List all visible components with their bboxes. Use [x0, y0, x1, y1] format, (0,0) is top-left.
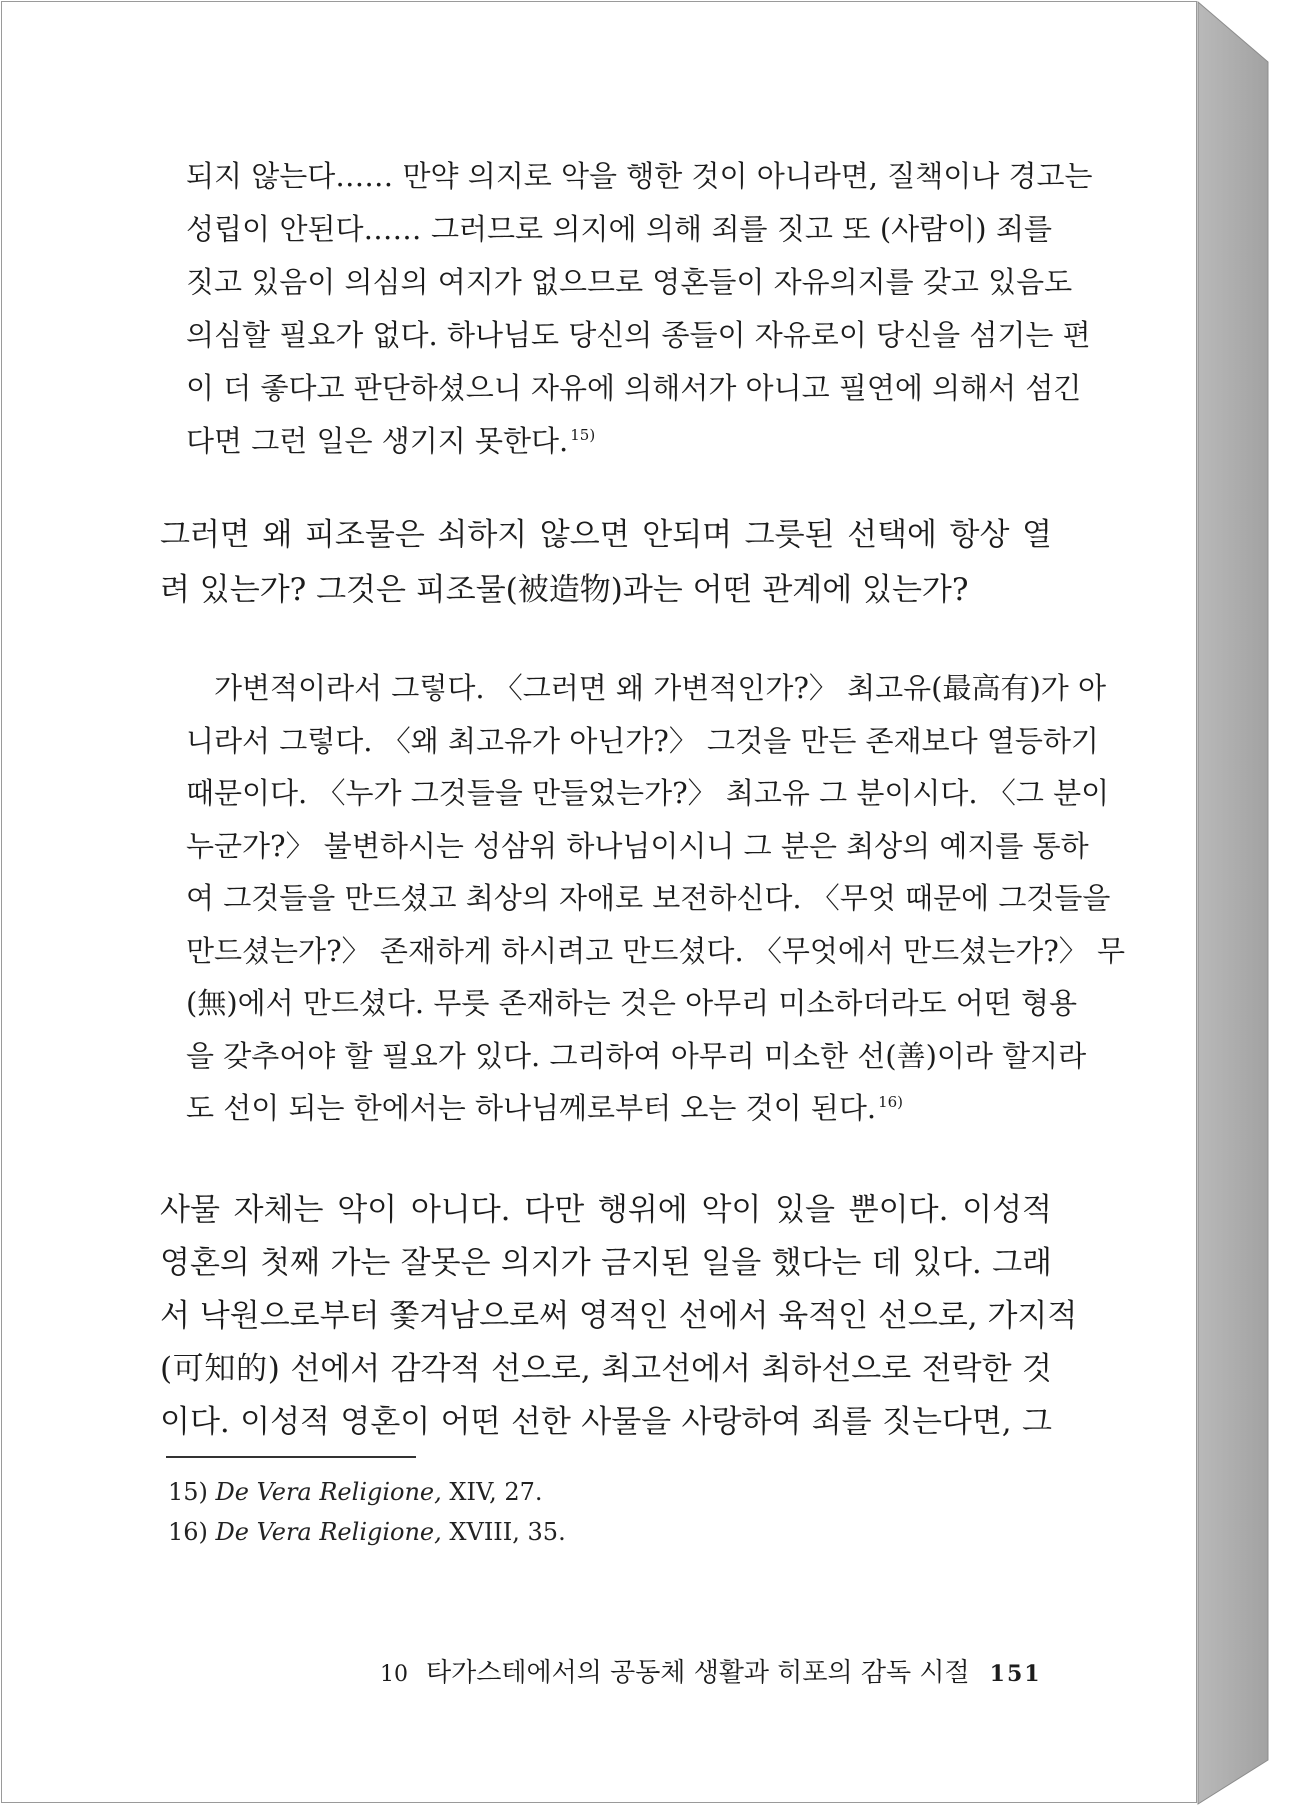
- text-line: 여 그것들을 만드셨고 최상의 자애로 보전하신다. 〈무엇 때문에 그것들을: [186, 881, 1111, 915]
- text-line: (可知的) 선에서 감각적 선으로, 최고선에서 최하선으로 전락한 것: [160, 1351, 1052, 1387]
- footnote-reference: XVIII, 35.: [449, 1518, 566, 1546]
- text-line: 사물 자체는 악이 아니다. 다만 행위에 악이 있을 뿐이다. 이성적: [160, 1192, 1052, 1228]
- text-line: (無)에서 만드셨다. 무릇 존재하는 것은 아무리 미소하더라도 어떤 형용: [186, 986, 1077, 1020]
- footnote-ref-16: 16): [878, 1093, 904, 1112]
- text-line: 성립이 안된다…… 그러므로 의지에 의해 죄를 짓고 또 (사람이) 죄를: [186, 212, 1052, 246]
- text-line: [186, 415, 1052, 468]
- text-line: 만드셨는가?〉 존재하게 하시려고 만드셨다. 〈무엇에서 만드셨는가?〉 무: [186, 933, 1126, 968]
- text-line: 이 더 좋다고 판단하셨으니 자유에 의해서가 아니고 필연에 의해서 섬긴: [186, 371, 1082, 405]
- text-line: 되지 않는다…… 만약 의지로 악을 행한 것이 아니라면, 질책이나 경고는: [186, 159, 1093, 193]
- chapter-title: 타가스테에서의 공동체 생활과 히포의 감독 시절: [426, 1658, 970, 1688]
- text-line-content: 도 선이 되는 한에서는 하나님께로부터 오는 것이 된다.: [186, 1091, 877, 1125]
- text-line: 누군가?〉 불변하시는 성삼위 하나님이시니 그 분은 최상의 예지를 통하: [186, 828, 1089, 863]
- chapter-number: 10: [380, 1662, 408, 1687]
- text-line: 려 있는가? 그것은 피조물(被造物)과는 어떤 관계에 있는가?: [160, 572, 969, 608]
- text-line: 때문이다. 〈누가 그것들을 만들었는가?〉 최고유 그 분이시다. 〈그 분이: [186, 776, 1110, 810]
- text-line: 의심할 필요가 없다. 하나님도 당신의 종들이 자유로이 당신을 섬기는 편: [186, 318, 1091, 352]
- quote-paragraph: [186, 150, 1093, 468]
- footnote-16: [168, 1512, 566, 1552]
- text-line-content: 다면 그런 일은 생기지 못한다.: [186, 424, 569, 458]
- text-line: 영혼의 첫째 가는 잘못은 의지가 금지된 일을 했다는 데 있다. 그래: [160, 1245, 1052, 1281]
- question-paragraph: [160, 508, 1052, 618]
- footnote-divider: [166, 1456, 416, 1458]
- footnote-title: De Vera Religione,: [215, 1478, 442, 1506]
- footnote-ref-15: 15): [570, 426, 596, 445]
- footnote-number: 15): [168, 1478, 208, 1506]
- text-line: 을 갖추어야 할 필요가 있다. 그리하여 아무리 미소한 선(善)이라 할지라: [186, 1038, 1087, 1073]
- text-line: [186, 1082, 1052, 1135]
- running-footer: [380, 1652, 1042, 1689]
- footnote-number: 16): [168, 1518, 208, 1546]
- text-line: 니라서 그렇다. 〈왜 최고유가 아닌가?〉 그것을 만든 존재보다 열등하기: [186, 723, 1099, 758]
- footnote-reference: XIV, 27.: [449, 1478, 543, 1506]
- footnote-15: [168, 1472, 566, 1512]
- text-line: 짓고 있음이 의심의 여지가 없으므로 영혼들이 자유의지를 갖고 있음도: [186, 265, 1073, 299]
- page-number: 151: [989, 1661, 1042, 1687]
- text-line: 서 낙원으로부터 쫓겨남으로써 영적인 선에서 육적인 선으로, 가지적: [160, 1298, 1078, 1334]
- footnote-title: De Vera Religione,: [215, 1518, 442, 1546]
- body-paragraph: [160, 1184, 1078, 1449]
- text-line: 이다. 이성적 영혼이 어떤 선한 사물을 사랑하여 죄를 짓는다면, 그: [160, 1404, 1052, 1440]
- footnotes: [168, 1472, 566, 1552]
- text-line: 가변적이라서 그렇다. 〈그러면 왜 가변적인가?〉 최고유(最高有)가 아: [214, 671, 1107, 705]
- answer-paragraph: [186, 662, 1126, 1135]
- text-line: 그러면 왜 피조물은 쇠하지 않으면 안되며 그릇된 선택에 항상 열: [160, 517, 1052, 553]
